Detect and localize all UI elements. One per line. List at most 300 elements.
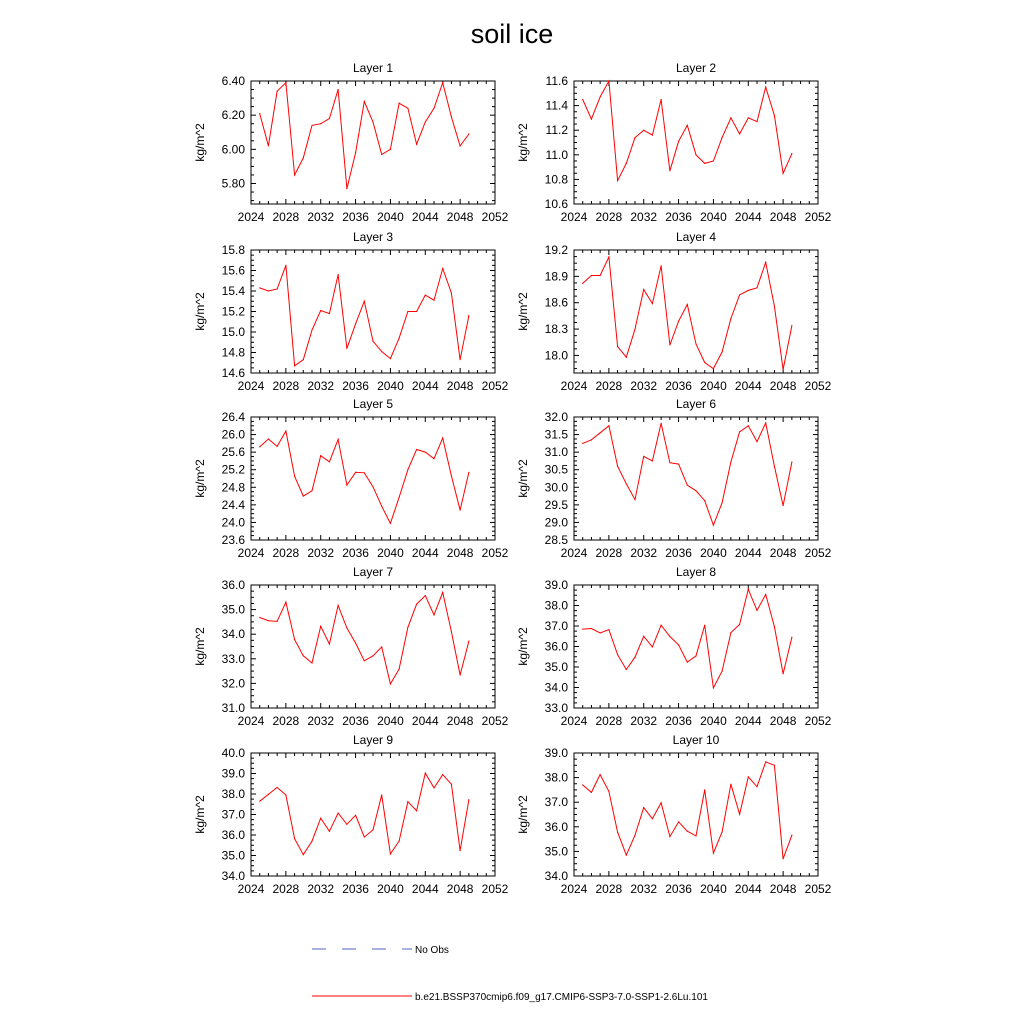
data-point bbox=[303, 157, 304, 158]
y-tick-label: 36.0 bbox=[221, 828, 245, 842]
data-point bbox=[713, 687, 714, 688]
data-point bbox=[739, 624, 740, 625]
data-point bbox=[338, 812, 339, 813]
y-tick-label: 11.4 bbox=[545, 98, 568, 113]
data-point bbox=[617, 654, 618, 655]
x-tick-label: 2028 bbox=[272, 882, 300, 896]
data-point bbox=[591, 275, 592, 276]
data-point bbox=[425, 772, 426, 773]
data-point bbox=[765, 761, 766, 762]
y-tick-label: 37.0 bbox=[544, 619, 568, 633]
data-point bbox=[722, 502, 723, 503]
plot-frame bbox=[251, 250, 495, 373]
data-point bbox=[626, 483, 627, 484]
y-axis-label: kg/m^2 bbox=[193, 292, 207, 331]
y-tick-label: 35.0 bbox=[544, 844, 568, 859]
data-point bbox=[416, 810, 417, 811]
data-point bbox=[765, 87, 766, 88]
data-point bbox=[617, 832, 618, 833]
data-point bbox=[678, 321, 679, 322]
data-point bbox=[678, 141, 679, 142]
data-point bbox=[643, 289, 644, 290]
y-tick-label: 34.0 bbox=[221, 627, 245, 642]
x-tick-label: 2052 bbox=[804, 210, 832, 224]
data-point bbox=[669, 462, 670, 463]
series-line bbox=[260, 773, 469, 855]
data-point bbox=[451, 116, 452, 117]
data-point bbox=[399, 669, 400, 670]
data-point bbox=[468, 640, 469, 641]
data-point bbox=[783, 673, 784, 674]
plot-frame bbox=[251, 585, 495, 708]
data-point bbox=[582, 784, 583, 785]
data-point bbox=[320, 455, 321, 456]
panel-layer-10 bbox=[516, 733, 832, 896]
x-tick-label: 2044 bbox=[411, 210, 439, 224]
data-point bbox=[783, 505, 784, 506]
figure-title: soil ice bbox=[470, 19, 554, 49]
x-tick-label: 2040 bbox=[700, 882, 727, 896]
panel-title: Layer 5 bbox=[352, 397, 394, 411]
y-tick-label: 24.4 bbox=[221, 497, 245, 512]
x-tick-label: 2032 bbox=[630, 546, 658, 560]
data-point bbox=[277, 621, 278, 622]
x-tick-label: 2048 bbox=[446, 714, 474, 728]
legend-obs-label: No Obs bbox=[415, 945, 449, 956]
y-tick-label: 38.0 bbox=[544, 770, 568, 785]
data-point bbox=[381, 154, 382, 155]
x-tick-label: 2036 bbox=[665, 379, 692, 393]
data-point bbox=[678, 821, 679, 822]
x-tick-label: 2036 bbox=[665, 714, 692, 728]
y-tick-label: 39.0 bbox=[221, 766, 245, 781]
x-tick-label: 2032 bbox=[307, 379, 335, 393]
x-tick-label: 2044 bbox=[734, 379, 762, 393]
data-point bbox=[774, 115, 775, 116]
data-point bbox=[311, 329, 312, 330]
data-point bbox=[765, 422, 766, 423]
data-point bbox=[591, 119, 592, 120]
data-point bbox=[783, 369, 784, 370]
data-point bbox=[748, 776, 749, 777]
data-point bbox=[468, 133, 469, 134]
data-point bbox=[320, 626, 321, 627]
x-tick-label: 2028 bbox=[272, 714, 300, 728]
x-tick-label: 2024 bbox=[560, 379, 588, 393]
data-point bbox=[407, 108, 408, 109]
data-point bbox=[791, 835, 792, 836]
x-tick-label: 2024 bbox=[560, 210, 588, 224]
data-point bbox=[695, 655, 696, 656]
panel-layer-8 bbox=[516, 565, 832, 728]
x-tick-label: 2040 bbox=[700, 210, 727, 224]
data-point bbox=[460, 850, 461, 851]
data-point bbox=[468, 315, 469, 316]
data-point bbox=[730, 632, 731, 633]
x-tick-label: 2052 bbox=[804, 714, 832, 728]
y-axis-label: kg/m^2 bbox=[516, 292, 530, 331]
x-tick-label: 2048 bbox=[446, 882, 474, 896]
x-tick-label: 2028 bbox=[595, 714, 623, 728]
data-point bbox=[399, 338, 400, 339]
panel-title: Layer 6 bbox=[675, 397, 717, 411]
y-tick-label: 24.0 bbox=[221, 515, 245, 530]
data-point bbox=[372, 341, 373, 342]
data-point bbox=[338, 605, 339, 606]
x-tick-label: 2044 bbox=[734, 210, 762, 224]
x-tick-label: 2032 bbox=[630, 882, 658, 896]
data-point bbox=[460, 145, 461, 146]
data-point bbox=[390, 149, 391, 150]
data-point bbox=[634, 328, 635, 329]
data-point bbox=[277, 288, 278, 289]
x-tick-label: 2032 bbox=[630, 210, 658, 224]
y-tick-label: 39.0 bbox=[544, 746, 568, 760]
panel-layer-7 bbox=[193, 565, 509, 728]
y-tick-label: 31.0 bbox=[544, 445, 568, 460]
x-tick-label: 2048 bbox=[769, 546, 797, 560]
data-point bbox=[311, 662, 312, 663]
data-point bbox=[364, 301, 365, 302]
y-axis-label: kg/m^2 bbox=[193, 795, 207, 834]
data-point bbox=[416, 144, 417, 145]
panel-layer-5 bbox=[193, 397, 509, 560]
data-point bbox=[433, 787, 434, 788]
data-point bbox=[678, 463, 679, 464]
data-point bbox=[329, 643, 330, 644]
data-point bbox=[364, 101, 365, 102]
data-point bbox=[652, 303, 653, 304]
x-tick-label: 2032 bbox=[307, 210, 335, 224]
panel-title: Layer 10 bbox=[672, 733, 720, 747]
data-point bbox=[704, 625, 705, 626]
legend bbox=[312, 945, 708, 1003]
data-point bbox=[407, 469, 408, 470]
y-tick-label: 35.0 bbox=[544, 660, 568, 674]
y-tick-label: 30.5 bbox=[544, 462, 568, 477]
panel-layer-2 bbox=[516, 61, 832, 224]
data-point bbox=[355, 323, 356, 324]
y-tick-label: 32.0 bbox=[544, 410, 568, 424]
data-point bbox=[303, 495, 304, 496]
data-point bbox=[669, 344, 670, 345]
data-point bbox=[704, 789, 705, 790]
data-point bbox=[669, 636, 670, 637]
data-point bbox=[364, 660, 365, 661]
data-point bbox=[355, 152, 356, 153]
panel-layer-6 bbox=[516, 397, 832, 560]
data-point bbox=[687, 304, 688, 305]
x-tick-label: 2052 bbox=[481, 714, 509, 728]
data-point bbox=[285, 602, 286, 603]
x-tick-label: 2028 bbox=[595, 546, 623, 560]
data-point bbox=[294, 365, 295, 366]
data-point bbox=[311, 490, 312, 491]
x-tick-label: 2052 bbox=[481, 546, 509, 560]
y-tick-label: 23.6 bbox=[221, 533, 245, 547]
y-tick-label: 39.0 bbox=[544, 578, 568, 592]
data-point bbox=[416, 311, 417, 312]
data-point bbox=[652, 646, 653, 647]
x-tick-label: 2048 bbox=[769, 882, 797, 896]
data-point bbox=[268, 620, 269, 621]
data-point bbox=[364, 472, 365, 473]
data-point bbox=[591, 628, 592, 629]
panel-title: Layer 2 bbox=[675, 61, 717, 75]
y-tick-label: 36.0 bbox=[544, 639, 568, 654]
x-tick-label: 2032 bbox=[307, 546, 335, 560]
x-tick-label: 2036 bbox=[665, 882, 692, 896]
panel-title: Layer 1 bbox=[352, 61, 394, 75]
data-point bbox=[756, 287, 757, 288]
data-point bbox=[669, 836, 670, 837]
data-point bbox=[634, 657, 635, 658]
data-point bbox=[355, 472, 356, 473]
y-tick-label: 15.0 bbox=[221, 325, 245, 339]
x-tick-label: 2028 bbox=[272, 379, 300, 393]
x-tick-label: 2036 bbox=[342, 379, 369, 393]
data-point bbox=[739, 133, 740, 134]
data-point bbox=[346, 348, 347, 349]
data-point bbox=[329, 118, 330, 119]
data-point bbox=[791, 637, 792, 638]
data-point bbox=[346, 627, 347, 628]
y-tick-label: 10.8 bbox=[544, 172, 568, 187]
data-point bbox=[695, 835, 696, 836]
y-tick-label: 34.0 bbox=[221, 869, 245, 883]
data-point bbox=[407, 311, 408, 312]
data-point bbox=[600, 96, 601, 97]
y-tick-label: 35.0 bbox=[221, 602, 245, 617]
data-point bbox=[381, 794, 382, 795]
data-point bbox=[460, 359, 461, 360]
y-tick-label: 11.0 bbox=[545, 147, 568, 162]
y-tick-label: 33.0 bbox=[221, 651, 245, 666]
y-tick-label: 34.0 bbox=[544, 869, 568, 883]
x-tick-label: 2024 bbox=[560, 546, 588, 560]
x-tick-label: 2032 bbox=[307, 714, 335, 728]
data-point bbox=[722, 351, 723, 352]
x-tick-label: 2036 bbox=[665, 210, 692, 224]
data-point bbox=[617, 466, 618, 467]
data-point bbox=[425, 452, 426, 453]
panel-layer-4 bbox=[516, 230, 832, 393]
data-point bbox=[399, 497, 400, 498]
data-point bbox=[626, 357, 627, 358]
data-point bbox=[748, 117, 749, 118]
y-axis-label: kg/m^2 bbox=[516, 627, 530, 666]
series-line bbox=[583, 762, 792, 859]
panel-layer-1 bbox=[193, 61, 509, 224]
x-tick-label: 2028 bbox=[272, 210, 300, 224]
data-point bbox=[661, 802, 662, 803]
x-tick-label: 2040 bbox=[700, 714, 727, 728]
data-point bbox=[399, 841, 400, 842]
y-tick-label: 25.2 bbox=[221, 462, 245, 477]
panel-grid bbox=[193, 61, 832, 896]
data-point bbox=[634, 835, 635, 836]
data-point bbox=[713, 853, 714, 854]
y-tick-label: 5.80 bbox=[221, 176, 245, 191]
panel-title: Layer 3 bbox=[352, 230, 394, 244]
data-point bbox=[346, 824, 347, 825]
data-point bbox=[311, 841, 312, 842]
panel-title: Layer 8 bbox=[675, 565, 717, 579]
y-tick-label: 35.0 bbox=[221, 848, 245, 863]
x-tick-label: 2044 bbox=[411, 882, 439, 896]
data-point bbox=[294, 174, 295, 175]
y-tick-label: 37.0 bbox=[544, 795, 568, 810]
y-tick-label: 33.0 bbox=[544, 701, 568, 715]
data-point bbox=[433, 614, 434, 615]
y-tick-label: 24.8 bbox=[221, 480, 245, 495]
x-tick-label: 2024 bbox=[560, 714, 588, 728]
data-point bbox=[433, 300, 434, 301]
data-point bbox=[687, 661, 688, 662]
data-point bbox=[582, 443, 583, 444]
data-point bbox=[311, 125, 312, 126]
data-point bbox=[460, 674, 461, 675]
data-point bbox=[390, 853, 391, 854]
data-point bbox=[442, 268, 443, 269]
data-point bbox=[338, 439, 339, 440]
data-point bbox=[303, 359, 304, 360]
y-tick-label: 38.0 bbox=[544, 598, 568, 613]
data-point bbox=[730, 117, 731, 118]
x-tick-label: 2040 bbox=[377, 379, 404, 393]
data-point bbox=[617, 180, 618, 181]
data-point bbox=[381, 646, 382, 647]
data-point bbox=[704, 500, 705, 501]
data-point bbox=[372, 829, 373, 830]
x-tick-label: 2024 bbox=[237, 210, 265, 224]
y-axis-label: kg/m^2 bbox=[516, 123, 530, 162]
series-line bbox=[583, 81, 792, 181]
data-point bbox=[608, 256, 609, 257]
data-point bbox=[661, 265, 662, 266]
x-tick-label: 2044 bbox=[411, 379, 439, 393]
y-tick-label: 29.0 bbox=[544, 515, 568, 530]
data-point bbox=[268, 290, 269, 291]
data-point bbox=[591, 439, 592, 440]
data-point bbox=[425, 121, 426, 122]
data-point bbox=[695, 154, 696, 155]
data-point bbox=[372, 121, 373, 122]
data-point bbox=[687, 831, 688, 832]
data-point bbox=[390, 358, 391, 359]
data-point bbox=[643, 130, 644, 131]
data-point bbox=[582, 628, 583, 629]
x-tick-label: 2024 bbox=[237, 882, 265, 896]
panel-title: Layer 9 bbox=[352, 733, 394, 747]
data-point bbox=[259, 113, 260, 114]
x-tick-label: 2044 bbox=[734, 546, 762, 560]
data-point bbox=[634, 499, 635, 500]
data-point bbox=[661, 423, 662, 424]
data-point bbox=[722, 671, 723, 672]
data-point bbox=[442, 82, 443, 83]
data-point bbox=[259, 446, 260, 447]
data-point bbox=[320, 310, 321, 311]
data-point bbox=[600, 432, 601, 433]
panel-title: Layer 4 bbox=[675, 230, 717, 244]
y-tick-label: 6.20 bbox=[221, 108, 245, 123]
data-point bbox=[303, 854, 304, 855]
data-point bbox=[451, 631, 452, 632]
x-tick-label: 2048 bbox=[446, 546, 474, 560]
data-point bbox=[748, 425, 749, 426]
data-point bbox=[730, 784, 731, 785]
x-tick-label: 2032 bbox=[630, 379, 658, 393]
data-point bbox=[661, 99, 662, 100]
data-point bbox=[626, 163, 627, 164]
data-point bbox=[372, 655, 373, 656]
y-tick-label: 29.5 bbox=[544, 497, 568, 512]
x-tick-label: 2036 bbox=[342, 882, 369, 896]
data-point bbox=[285, 265, 286, 266]
data-point bbox=[791, 153, 792, 154]
y-tick-label: 18.9 bbox=[544, 269, 568, 284]
x-tick-label: 2048 bbox=[769, 714, 797, 728]
plot-frame bbox=[251, 753, 495, 876]
data-point bbox=[643, 807, 644, 808]
data-point bbox=[713, 368, 714, 369]
data-point bbox=[739, 431, 740, 432]
data-point bbox=[372, 486, 373, 487]
x-tick-label: 2044 bbox=[734, 882, 762, 896]
data-point bbox=[626, 669, 627, 670]
y-tick-label: 26.0 bbox=[221, 427, 245, 442]
data-point bbox=[765, 594, 766, 595]
data-point bbox=[704, 163, 705, 164]
data-point bbox=[294, 476, 295, 477]
data-point bbox=[774, 306, 775, 307]
data-point bbox=[713, 525, 714, 526]
data-point bbox=[748, 589, 749, 590]
data-point bbox=[433, 108, 434, 109]
x-tick-label: 2044 bbox=[734, 714, 762, 728]
data-point bbox=[739, 814, 740, 815]
x-tick-label: 2024 bbox=[237, 379, 265, 393]
data-point bbox=[277, 787, 278, 788]
x-tick-label: 2048 bbox=[446, 210, 474, 224]
series-line bbox=[583, 589, 792, 688]
data-point bbox=[695, 490, 696, 491]
data-point bbox=[748, 290, 749, 291]
data-point bbox=[713, 160, 714, 161]
data-point bbox=[268, 794, 269, 795]
x-tick-label: 2040 bbox=[377, 882, 404, 896]
data-point bbox=[582, 283, 583, 284]
y-tick-label: 18.6 bbox=[544, 295, 568, 310]
data-point bbox=[652, 135, 653, 136]
data-point bbox=[600, 632, 601, 633]
series-line bbox=[583, 257, 792, 370]
data-point bbox=[669, 170, 670, 171]
data-point bbox=[268, 438, 269, 439]
y-tick-label: 37.0 bbox=[221, 807, 245, 822]
y-tick-label: 26.4 bbox=[221, 410, 245, 424]
data-point bbox=[364, 836, 365, 837]
x-tick-label: 2048 bbox=[446, 379, 474, 393]
y-tick-label: 6.00 bbox=[221, 142, 245, 157]
plot-frame bbox=[251, 417, 495, 540]
data-point bbox=[600, 774, 601, 775]
data-point bbox=[756, 121, 757, 122]
data-point bbox=[329, 313, 330, 314]
data-point bbox=[390, 683, 391, 684]
data-point bbox=[460, 510, 461, 511]
